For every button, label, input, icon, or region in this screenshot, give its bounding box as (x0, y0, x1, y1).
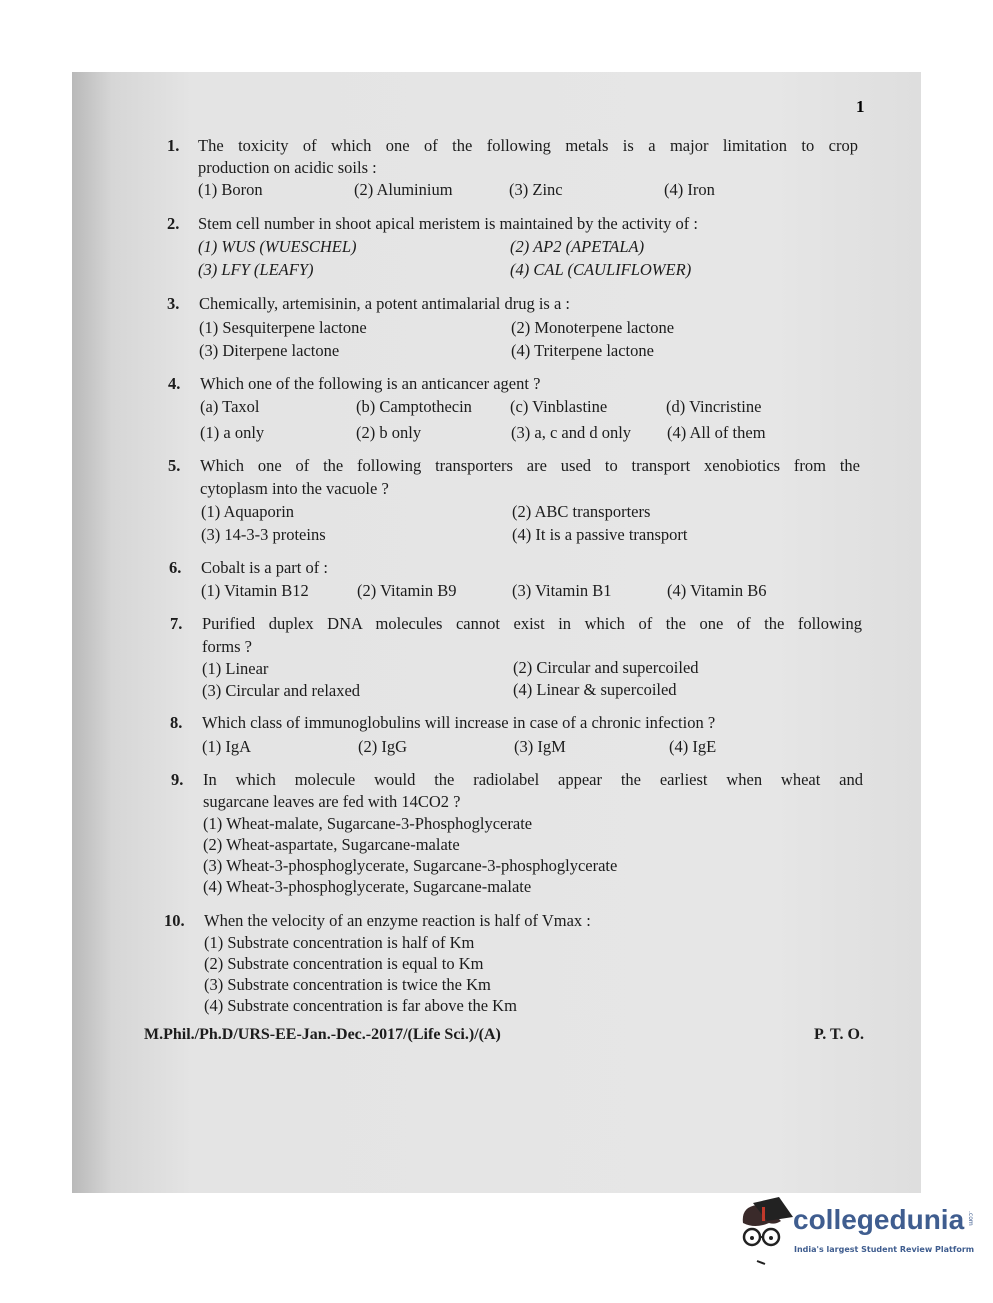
question-number: 7. (170, 614, 183, 633)
question-number: 5. (168, 456, 181, 475)
question-text: Which class of immunoglobulins will increase in case of a chronic infection ? (202, 713, 716, 732)
option: (2) AP2 (APETALA) (510, 237, 645, 256)
option: (2) IgG (358, 737, 408, 756)
option: (3) IgM (514, 737, 566, 756)
option: (2) Substrate concentration is equal to Km (204, 954, 484, 973)
option: (1) Sesquiterpene lactone (199, 318, 367, 337)
option: (2) b only (356, 423, 422, 442)
option: (1) Boron (198, 180, 263, 199)
option: (3) Vitamin B1 (512, 581, 612, 600)
logo-tagline: India's largest Student Review Platform (794, 1245, 975, 1254)
question-text: In which molecule would the radiolabel appear the earliest when wheat and (203, 770, 863, 789)
option: (4) CAL (CAULIFLOWER) (510, 260, 692, 279)
question-number: 9. (171, 770, 184, 789)
option: (1) Aquaporin (201, 502, 295, 521)
option: (4) Triterpene lactone (511, 341, 654, 360)
option: (4) Vitamin B6 (667, 581, 767, 600)
option: (3) a, c and d only (511, 423, 632, 442)
question-text: production on acidic soils : (198, 158, 377, 177)
question-text: Stem cell number in shoot apical meristem is maintained by the activity of : (198, 214, 698, 233)
question-text: forms ? (202, 637, 252, 656)
item: (d) Vincristine (666, 397, 762, 416)
question-number: 4. (168, 374, 181, 393)
option: (4) IgE (669, 737, 717, 756)
option: (3) 14-3-3 proteins (201, 525, 326, 544)
option: (4) Wheat-3-phosphoglycerate, Sugarcane-malate (203, 877, 532, 896)
question-text: Purified duplex DNA molecules cannot exist in which of the one of the following (202, 614, 862, 633)
footer-pto: P. T. O. (814, 1026, 864, 1043)
option: (1) IgA (202, 737, 252, 756)
question-text: cytoplasm into the vacuole ? (200, 479, 389, 498)
item: (a) Taxol (200, 397, 260, 416)
option: (1) a only (200, 423, 265, 442)
option: (4) All of them (667, 423, 766, 442)
question-text: When the velocity of an enzyme reaction is half of Vmax : (204, 911, 591, 930)
option: (1) Wheat-malate, Sugarcane-3-Phosphoglycerate (203, 814, 533, 833)
question-text: The toxicity of which one of the following metals is a major limitation to crop (198, 136, 858, 155)
question-number: 6. (169, 558, 182, 577)
logo-wordmark (793, 1203, 974, 1237)
option: (3) LFY (LEAFY) (198, 260, 314, 279)
question-text: Which one of the following is an anticancer agent ? (200, 374, 541, 393)
collegedunia-logo (735, 1195, 985, 1270)
option: (2) Aluminium (354, 180, 453, 199)
option: (3) Circular and relaxed (202, 681, 361, 700)
option: (4) It is a passive transport (512, 525, 688, 544)
option: (3) Zinc (509, 180, 563, 199)
page-number: 1 (856, 97, 865, 116)
item: (b) Camptothecin (356, 397, 472, 416)
logo-name: collegedunia (793, 1204, 965, 1235)
question-number: 3. (167, 294, 180, 313)
option: (2) Circular and supercoiled (513, 658, 699, 677)
footer-code: M.Phil./Ph.D/URS-EE-Jan.-Dec.-2017/(Life Sci.)/(A) (144, 1026, 501, 1043)
question-text: Chemically, artemisinin, a potent antimalarial drug is a : (199, 294, 570, 313)
option: (2) Vitamin B9 (357, 581, 457, 600)
option: (1) Substrate concentration is half of Km (204, 933, 475, 952)
option: (2) Monoterpene lactone (511, 318, 675, 337)
question-text: Cobalt is a part of : (201, 558, 328, 577)
question-text: sugarcane leaves are fed with 14CO2 ? (203, 792, 461, 811)
question-text: Which one of the following transporters are used to transport xenobiotics from the (200, 456, 860, 475)
option: (1) Vitamin B12 (201, 581, 309, 600)
option: (3) Diterpene lactone (199, 341, 340, 360)
option: (1) Linear (202, 659, 269, 678)
option: (4) Iron (664, 180, 715, 199)
question-number: 8. (170, 713, 183, 732)
logo-suffix: .com (967, 1211, 975, 1226)
option: (3) Wheat-3-phosphoglycerate, Sugarcane-3-phosphoglycerate (203, 856, 618, 875)
question-number: 2. (167, 214, 180, 233)
option: (3) Substrate concentration is twice the Km (204, 975, 491, 994)
mascot-icon (735, 1195, 793, 1270)
option: (1) WUS (WUESCHEL) (198, 237, 357, 256)
item: (c) Vinblastine (510, 397, 608, 416)
option: (4) Linear & supercoiled (513, 680, 677, 699)
option: (2) Wheat-aspartate, Sugarcane-malate (203, 835, 460, 854)
question-number: 1. (167, 136, 180, 155)
option: (4) Substrate concentration is far above the Km (204, 996, 517, 1015)
option: (2) ABC transporters (512, 502, 651, 521)
question-number: 10. (164, 911, 185, 930)
